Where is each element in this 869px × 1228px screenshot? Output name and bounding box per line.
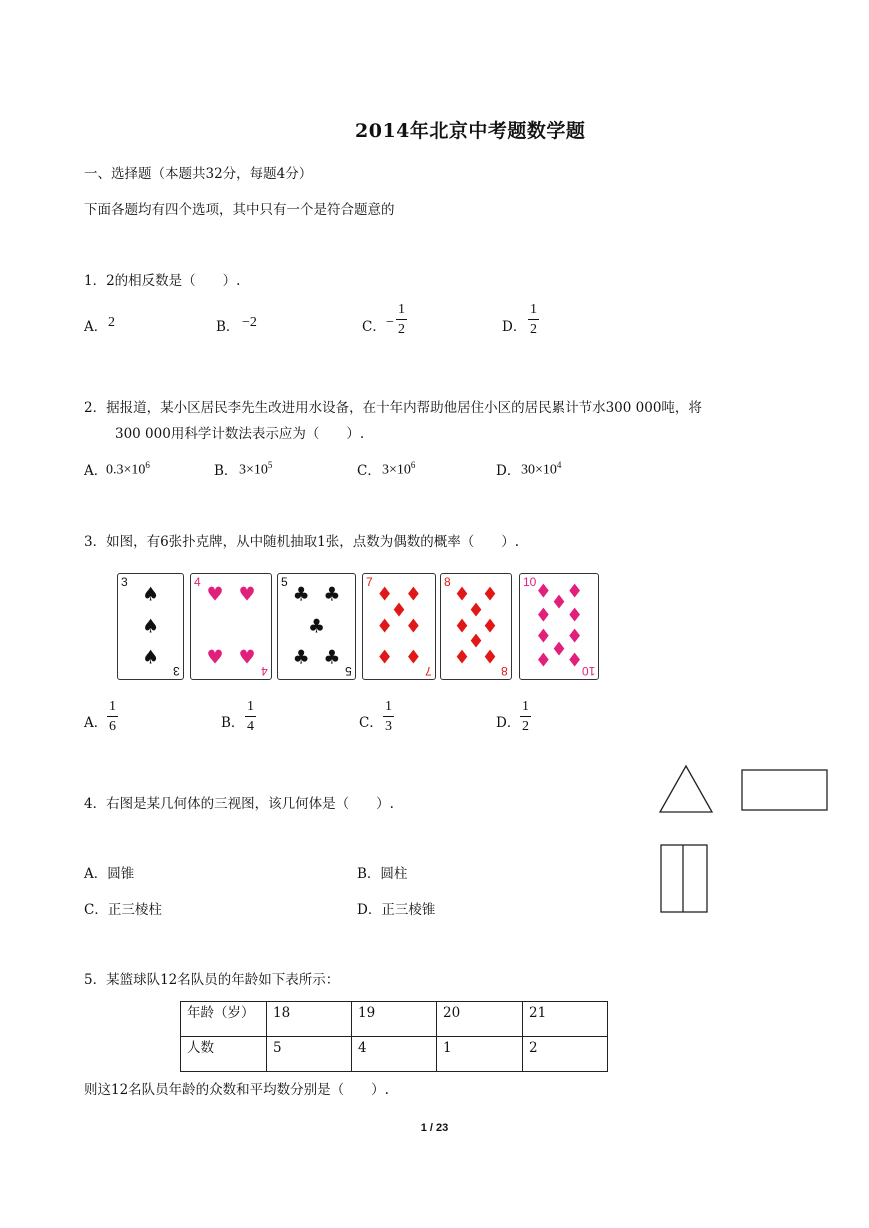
card-suit-icon: ♦ xyxy=(467,599,485,622)
option-value: 2 xyxy=(108,315,115,330)
q4-option-c: C．正三棱柱 xyxy=(84,902,162,918)
denominator: 6 xyxy=(109,719,116,734)
numerator: 1 xyxy=(109,699,116,714)
table-cell: 20 xyxy=(437,1002,523,1037)
option-label: A． xyxy=(84,463,108,479)
card-suit-icon: ♦ xyxy=(376,646,394,669)
card-suit-icon: ♦ xyxy=(534,649,552,672)
card-suit-icon: ♦ xyxy=(566,649,584,672)
card-suit-icon: ♣ xyxy=(323,646,341,669)
card-suit-icon: ♦ xyxy=(550,591,568,614)
option-label: A． xyxy=(84,319,108,335)
q3-stem: 3．如图，有6张扑克牌，从中随机抽取1张，点数为偶数的概率（ ）. xyxy=(84,534,520,550)
denominator: 3 xyxy=(385,719,392,734)
option-label: C． xyxy=(357,463,381,479)
numerator: 1 xyxy=(530,302,537,317)
table-cell: 1 xyxy=(437,1037,523,1072)
card-suit-icon: ♣ xyxy=(307,615,326,637)
denominator: 2 xyxy=(522,719,529,734)
q2-stem-line2: 300 000用科学计数法表示应为（ ）. xyxy=(115,426,365,442)
top-view-rectangle xyxy=(661,845,707,912)
option-label: A． xyxy=(84,715,108,731)
card-rank: 10 xyxy=(523,575,537,589)
table-cell: 年龄（岁） xyxy=(181,1002,267,1037)
card-suit-icon: ♦ xyxy=(376,615,394,637)
option-exponent: 6 xyxy=(410,460,416,470)
card-suit-icon: ♦ xyxy=(481,583,499,606)
table-cell: 4 xyxy=(352,1037,437,1072)
card-suit-icon: ♠ xyxy=(141,646,160,669)
card-suit-icon: ♦ xyxy=(376,583,394,606)
card-suit-icon: ♦ xyxy=(566,604,584,627)
card-suit-icon: ♦ xyxy=(566,625,584,648)
numerator: 1 xyxy=(398,302,405,317)
card-suit-icon: ♣ xyxy=(323,583,341,606)
option-exponent: 4 xyxy=(556,460,562,470)
card-suit-icon: ♦ xyxy=(453,646,471,669)
q5-stem: 5．某篮球队12名队员的年龄如下表所示： xyxy=(84,972,340,988)
table-cell: 2 xyxy=(523,1037,608,1072)
card-suit-icon: ♦ xyxy=(566,580,584,603)
card-suit-icon: ♦ xyxy=(404,583,422,606)
card-rank: 4 xyxy=(194,575,201,589)
numerator: 1 xyxy=(522,699,529,714)
card-suit-icon: ♥ xyxy=(238,583,256,606)
page-number: 1 / 23 xyxy=(420,1122,449,1134)
option-label: D． xyxy=(496,715,521,731)
q4-option-b: B．圆柱 xyxy=(357,866,408,882)
card-suit-icon: ♣ xyxy=(292,583,310,606)
fraction xyxy=(245,699,256,734)
numerator: 1 xyxy=(385,699,392,714)
option-base: 3×10 xyxy=(382,462,411,478)
card-rank: 8 xyxy=(444,575,451,589)
card-suit-icon: ♦ xyxy=(550,638,568,661)
card-suit-icon: ♦ xyxy=(453,615,471,637)
card-rank-inverted: 4 xyxy=(261,664,268,678)
card-suit-icon: ♠ xyxy=(141,615,160,637)
card-suit-icon: ♦ xyxy=(404,646,422,669)
denominator: 4 xyxy=(247,719,254,734)
card-suit-icon: ♥ xyxy=(238,646,256,669)
card-rank-inverted: 5 xyxy=(345,664,352,678)
q1-stem: 1．2的相反数是（ ）. xyxy=(84,273,241,289)
card-suit-icon: ♦ xyxy=(534,580,552,603)
fraction xyxy=(107,699,118,734)
card-suit-icon: ♦ xyxy=(534,625,552,648)
card-suit-icon: ♣ xyxy=(292,646,310,669)
card-rank-inverted: 3 xyxy=(173,664,180,678)
age-table xyxy=(180,1001,608,1072)
q4-stem: 4．右图是某几何体的三视图，该几何体是（ ）. xyxy=(84,796,394,812)
q5-followup: 则这12名队员年龄的众数和平均数分别是（ ）. xyxy=(84,1082,389,1098)
section-instruction: 下面各题均有四个选项，其中只有一个是符合题意的 xyxy=(84,202,395,218)
playing-card xyxy=(362,573,436,680)
option-base: 0.3×10 xyxy=(106,462,146,478)
option-sign: − xyxy=(386,315,394,330)
option-label: B． xyxy=(214,463,238,479)
card-suit-icon: ♥ xyxy=(206,583,224,606)
card-suit-icon: ♦ xyxy=(453,583,471,606)
table-row xyxy=(181,1037,608,1072)
card-suit-icon: ♦ xyxy=(534,604,552,627)
card-rank-inverted: 7 xyxy=(425,664,432,678)
fraction xyxy=(383,699,394,734)
card-suit-icon: ♦ xyxy=(404,615,422,637)
section-heading: 一、选择题（本题共32分，每题4分） xyxy=(84,166,313,182)
table-cell: 19 xyxy=(352,1002,437,1037)
option-label: B． xyxy=(216,319,240,335)
option-exponent: 5 xyxy=(267,460,273,470)
playing-card xyxy=(190,573,272,680)
playing-card xyxy=(117,573,184,680)
option-base: 30×10 xyxy=(521,462,557,478)
denominator: 2 xyxy=(398,322,405,337)
playing-card xyxy=(277,573,356,680)
table-row xyxy=(181,1002,608,1037)
playing-card xyxy=(440,573,512,680)
q2-stem-line1: 2．据报道，某小区居民李先生改进用水设备，在十年内帮助他居住小区的居民累计节水300 000吨，将 xyxy=(84,400,702,416)
card-suit-icon: ♦ xyxy=(481,615,499,637)
q4-option-d: D．正三棱锥 xyxy=(357,902,436,918)
card-rank: 5 xyxy=(281,575,288,589)
card-rank: 7 xyxy=(366,575,373,589)
table-cell: 18 xyxy=(267,1002,352,1037)
option-exponent: 6 xyxy=(145,460,150,470)
side-view-rectangle xyxy=(742,770,827,810)
fraction xyxy=(520,699,531,734)
table-cell: 人数 xyxy=(181,1037,267,1072)
option-label: C． xyxy=(362,319,386,335)
option-value: −2 xyxy=(242,315,257,330)
playing-card xyxy=(519,573,599,680)
fraction xyxy=(396,302,407,337)
numerator: 1 xyxy=(247,699,254,714)
option-label: C． xyxy=(359,715,383,731)
option-label: B． xyxy=(221,715,245,731)
three-view-figure xyxy=(650,760,840,920)
option-label: D． xyxy=(502,319,527,335)
page-title: 2014年北京中考题数学题 xyxy=(355,120,586,142)
card-suit-icon: ♠ xyxy=(141,583,160,606)
card-suit-icon: ♥ xyxy=(206,646,224,669)
table-cell: 21 xyxy=(523,1002,608,1037)
card-rank-inverted: 10 xyxy=(581,664,595,678)
front-view-triangle xyxy=(660,766,712,812)
fraction xyxy=(528,302,539,337)
card-suit-icon: ♦ xyxy=(467,630,485,653)
card-rank: 3 xyxy=(121,575,128,589)
card-suit-icon: ♦ xyxy=(481,646,499,669)
table-cell: 5 xyxy=(267,1037,352,1072)
card-suit-icon: ♦ xyxy=(390,599,408,622)
card-rank-inverted: 8 xyxy=(501,664,508,678)
q4-option-a: A．圆锥 xyxy=(84,866,135,882)
option-base: 3×10 xyxy=(239,462,268,478)
option-label: D． xyxy=(496,463,521,479)
denominator: 2 xyxy=(530,322,537,337)
